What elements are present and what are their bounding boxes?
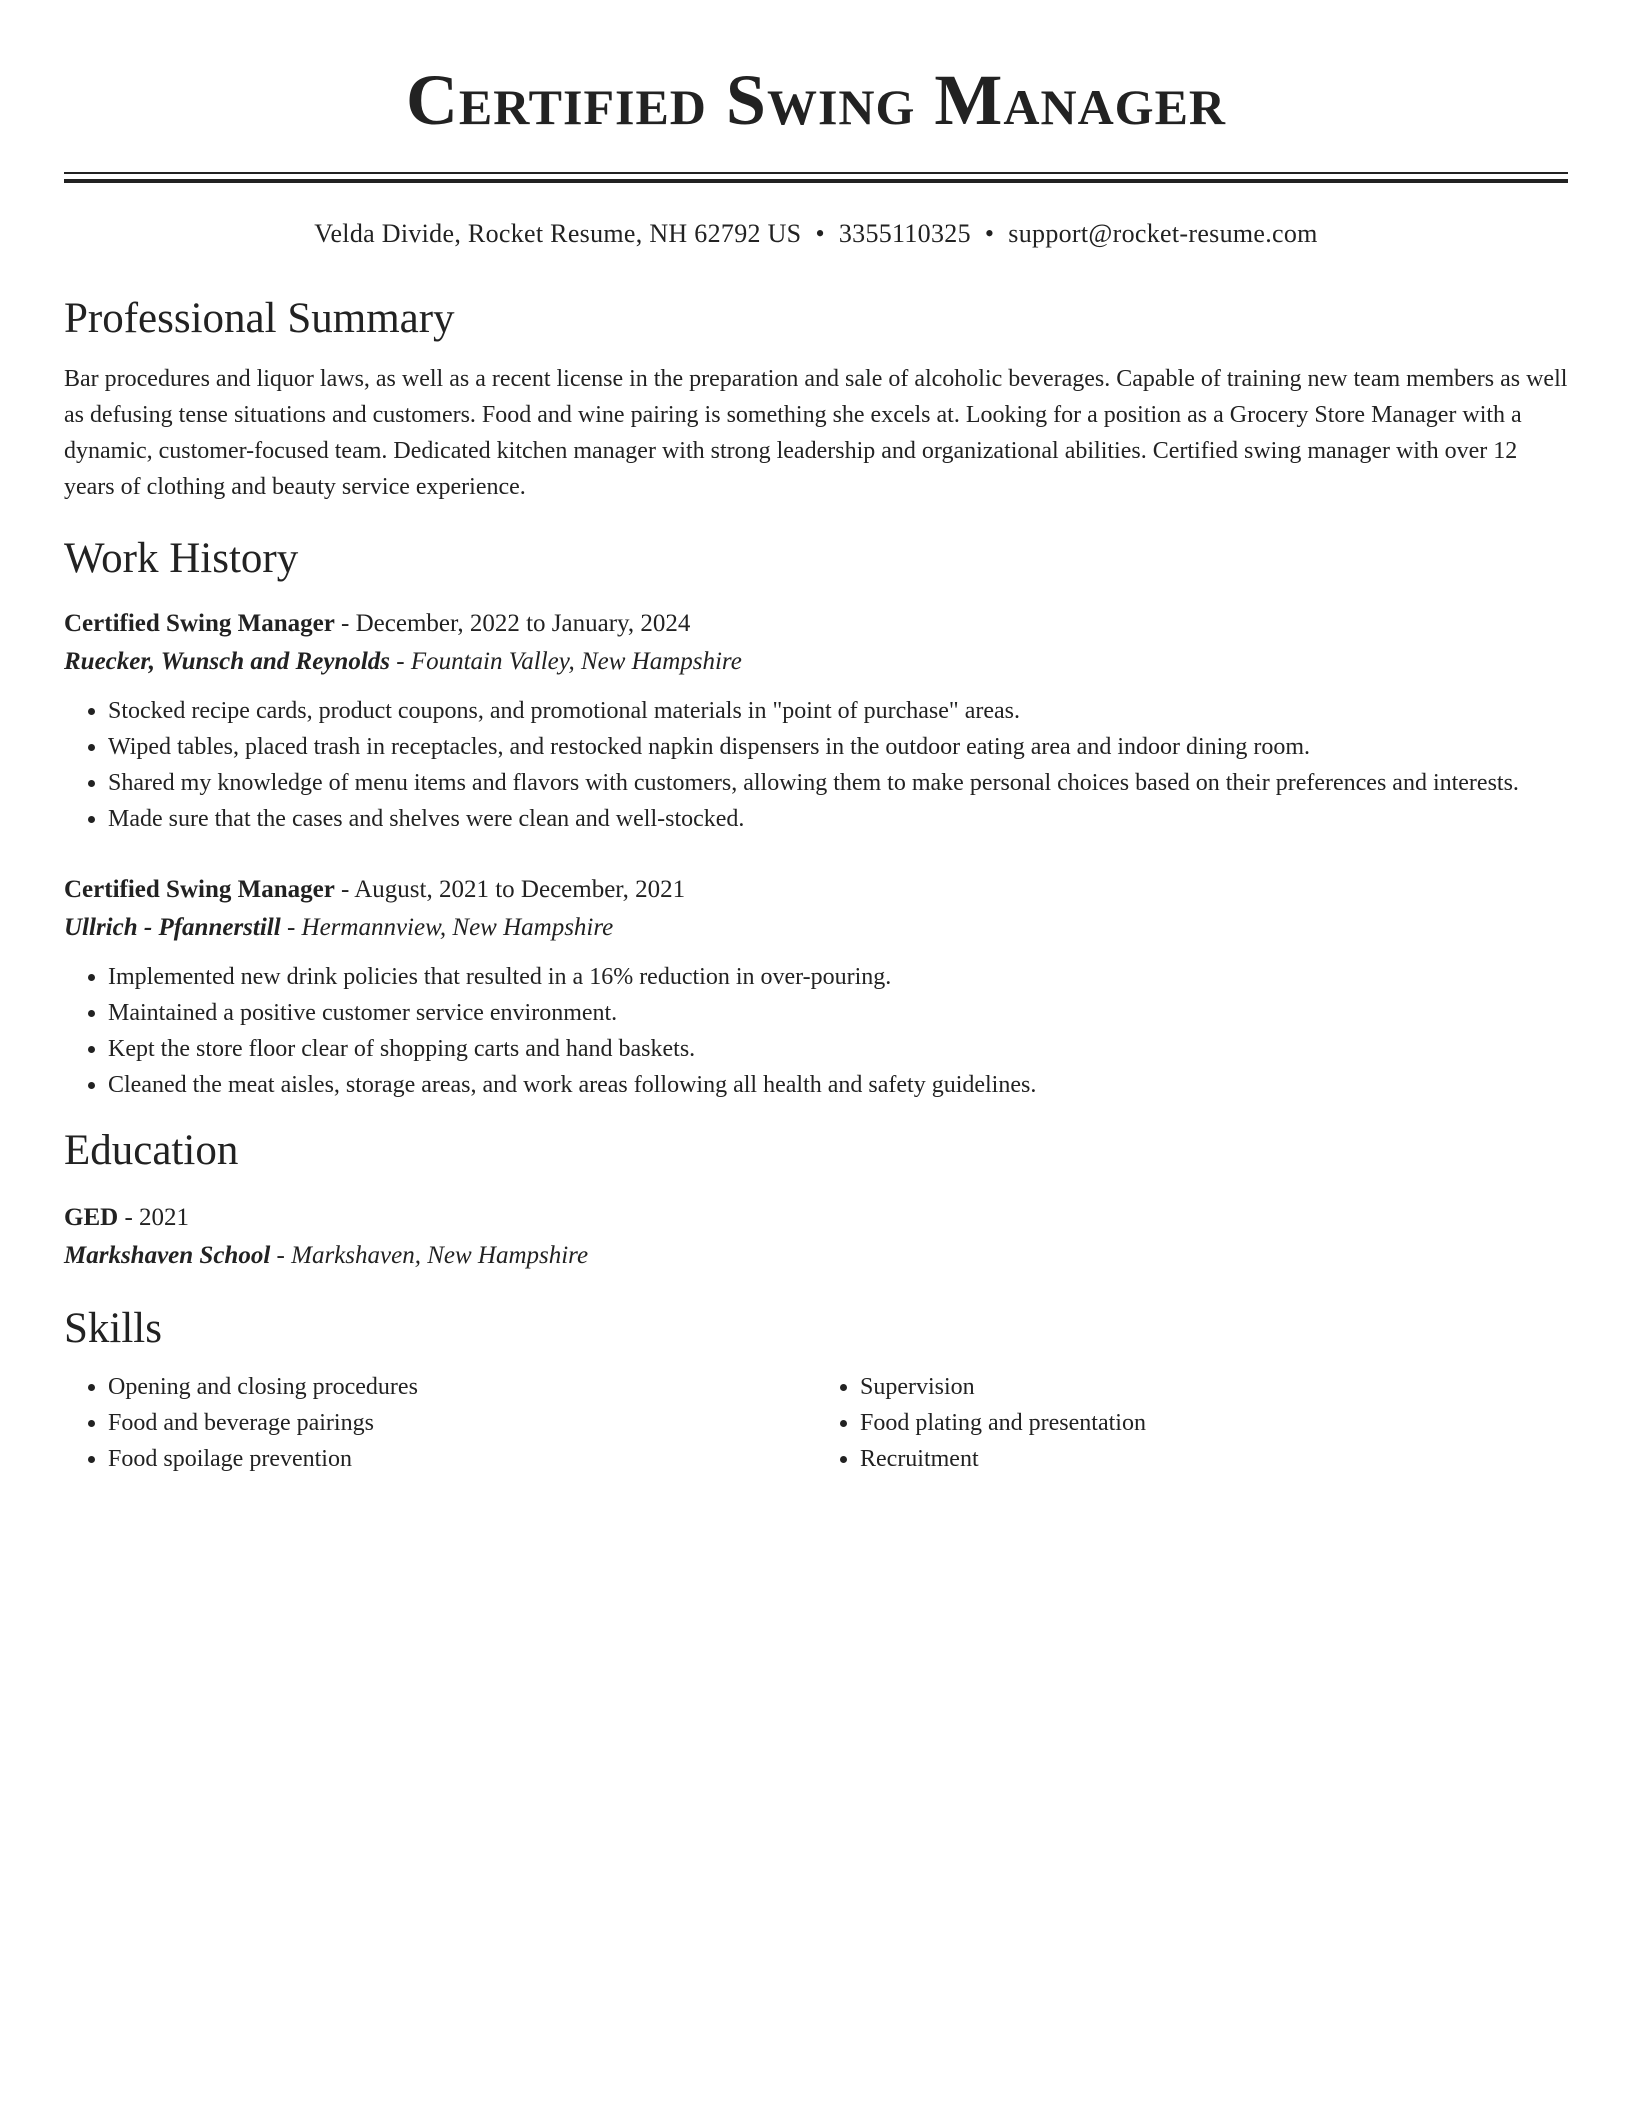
education-year: - 2021 [118,1204,190,1231]
skills-right-column [816,1369,1568,1477]
skills-columns [64,1369,1568,1477]
education-degree-line [64,1199,1568,1237]
job-dates: - August, 2021 to December, 2021 [334,876,686,903]
skill-item: • Food plating and presentation [860,1405,1568,1441]
job-bullet: • Made sure that the cases and shelves were clean and well-stocked. [108,801,1568,837]
resume-title: Certified Swing Manager [405,60,1227,140]
work-history-section [64,533,1568,1103]
job-title: Certified Swing Manager [64,610,335,637]
job-bullet: • Kept the store floor clear of shopping carts and hand baskets. [108,1031,1568,1067]
summary-text: Bar procedures and liquor laws, as well as a recent license in the preparation and sale of alcoholic beverages. Capable of training new team members as well as defusing tense situations and customers. Food and wine pairing is something she excels at. Looking for a position as a Grocery Store Manager with a dynamic, customer-focused team. Dedicated kitchen manager with strong leadership and organizational abilities. Certified swing manager with over 12 years of clothing and beauty service experience. [64,366,1568,500]
contact-address: Velda Divide, Rocket Resume, NH 62792 US [314,219,802,248]
title-double-rule [64,172,1568,183]
contact-email: support@rocket-resume.com [1008,219,1318,248]
job-company-line [64,909,1568,947]
job-bullets [64,959,1568,1103]
skill-item: • Food and beverage pairings [108,1405,816,1441]
job-location: - Fountain Valley, New Hampshire [390,648,742,675]
skill-item: • Opening and closing procedures [108,1369,816,1405]
education-entry [64,1199,1568,1275]
job-bullet: • Stocked recipe cards, product coupons, and promotional materials in "point of purchase" areas. [108,693,1568,729]
job-title-line [64,605,1568,643]
job-bullet: • Maintained a positive customer service environment. [108,995,1568,1031]
contact-separator: • [815,219,825,248]
education-school-line [64,1237,1568,1275]
education-location: - Markshaven, New Hampshire [270,1242,589,1269]
job-bullet: • Implemented new drink policies that resulted in a 16% reduction in over-pouring. [108,959,1568,995]
job-company: Ullrich - Pfannerstill [64,914,281,941]
contact-phone: 3355110325 [838,219,971,248]
education-heading: Education [64,1127,239,1174]
summary-section [64,293,1568,505]
job-bullet: • Cleaned the meat aisles, storage areas, and work areas following all health and safety guidelines. [108,1067,1568,1103]
job-entry [64,605,1568,837]
job-bullet: • Shared my knowledge of menu items and flavors with customers, allowing them to make personal choices based on their preferences and interests. [108,765,1568,801]
skill-item: • Food spoilage prevention [108,1441,816,1477]
job-entry [64,871,1568,1103]
contact-separator: • [984,219,995,248]
job-company-line [64,643,1568,681]
skill-item: • Supervision [860,1369,1568,1405]
work-history-heading: Work History [64,535,299,582]
job-dates: - December, 2022 to January, 2024 [334,610,691,637]
education-school: Markshaven School [64,1242,271,1269]
job-bullets [64,693,1568,837]
education-degree: GED [64,1204,119,1231]
contact-line [64,217,1568,251]
skills-section [64,1303,1568,1477]
skill-item: • Recruitment [860,1441,1568,1477]
job-location: - Hermannview, New Hampshire [280,914,614,941]
job-bullet: • Wiped tables, placed trash in receptacles, and restocked napkin dispensers in the outdoor eating area and indoor dining room. [108,729,1568,765]
education-section [64,1125,1568,1275]
job-company: Ruecker, Wunsch and Reynolds [64,648,391,675]
skills-left-column [64,1369,816,1477]
summary-heading: Professional Summary [64,295,455,342]
job-title-line [64,871,1568,909]
skills-heading: Skills [64,1305,162,1352]
job-title: Certified Swing Manager [64,876,335,903]
